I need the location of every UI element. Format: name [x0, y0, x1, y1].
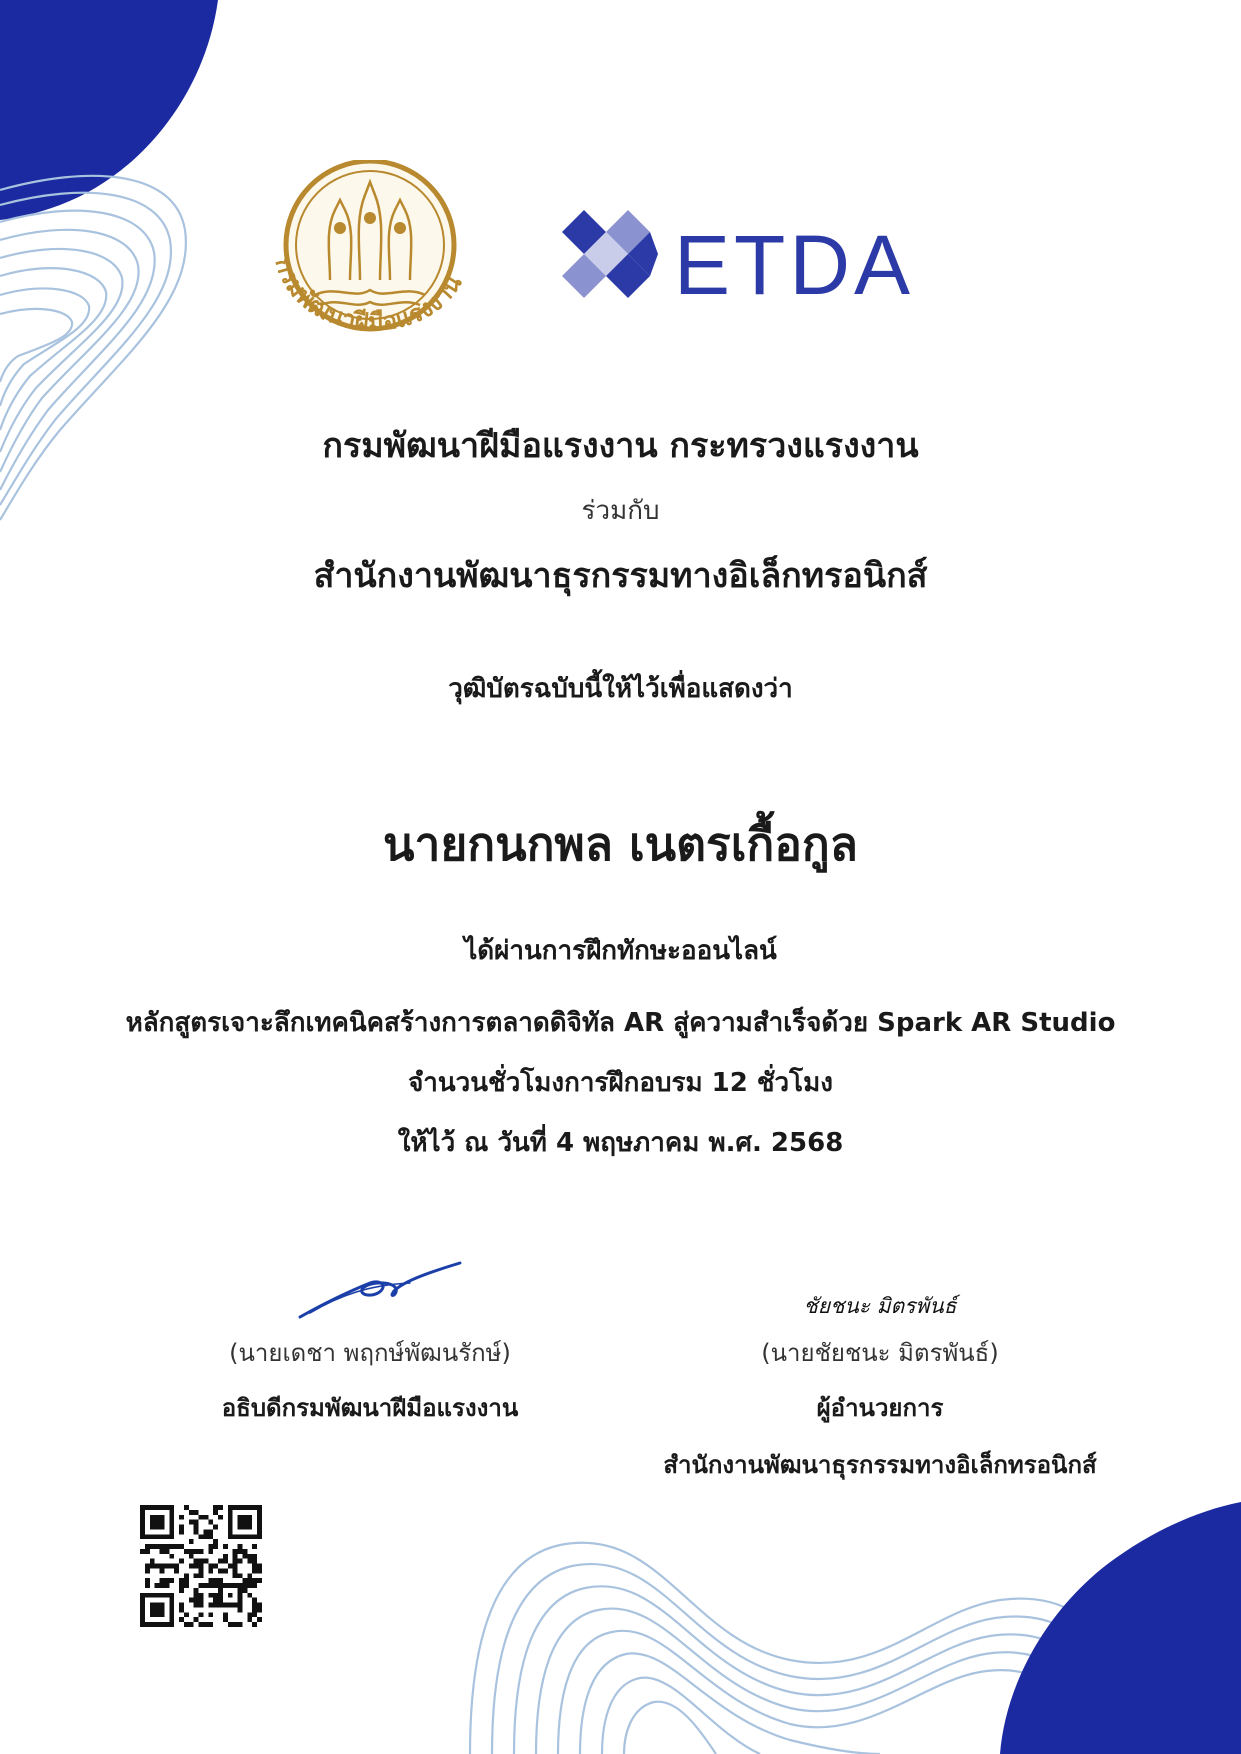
completion-statement: ได้ผ่านการฝึกทักษะออนไลน์: [464, 936, 777, 966]
bottom-right-blob: [1000, 1502, 1241, 1754]
signature-block-right: [620, 1255, 1140, 1484]
signer-organization-right: สำนักงานพัฒนาธุรกรรมทางอิเล็กทรอนิกส์: [663, 1451, 1097, 1479]
certifies-statement: วุฒิบัตรฉบับนี้ให้ไว้เพื่อแสดงว่า: [448, 674, 793, 704]
signature-block-left: [170, 1255, 570, 1427]
top-left-blob: [0, 0, 218, 220]
dsd-seal-icon: [255, 160, 495, 390]
signature-left-icon: [270, 1255, 470, 1325]
partner-organization-title: สำนักงานพัฒนาธุรกรรมทางอิเล็กทรอนิกส์: [313, 556, 928, 596]
issue-date: ให้ไว้ ณ วันที่ 4 พฤษภาคม พ.ศ. 2568: [397, 1128, 844, 1158]
verification-qr-icon[interactable]: [140, 1505, 262, 1627]
signer-title-right: ผู้อำนวยการ: [816, 1394, 944, 1422]
signer-name-left: (นายเดชา พฤกษ์พัฒนรักษ์): [229, 1339, 511, 1367]
training-hours: จำนวนชั่วโมงการฝึกอบรม 12 ชั่วโมง: [408, 1068, 833, 1098]
signature-right-text: ชัยชนะ มิตรพันธ์: [803, 1294, 957, 1318]
in-collaboration-label: ร่วมกับ: [581, 496, 660, 526]
course-title: หลักสูตรเจาะลึกเทคนิคสร้างการตลาดดิจิทัล AR สู่ความสำเร็จด้วย Spark AR Studio: [125, 1008, 1116, 1038]
signature-right-icon: [780, 1255, 980, 1325]
seal-text: กรมพัฒนาฝีมือแรงงาน: [269, 254, 468, 337]
etda-logo-icon: [562, 210, 982, 320]
signer-name-right: (นายชัยชนะ มิตรพันธ์): [761, 1339, 999, 1367]
etda-mark-icon: [562, 210, 658, 298]
recipient-name: นายกนกพล เนตรเกื้อกูล: [383, 817, 858, 871]
signer-title-left: อธิบดีกรมพัฒนาฝีมือแรงงาน: [221, 1394, 519, 1422]
etda-text: ETDA: [674, 218, 915, 312]
organization-title: กรมพัฒนาฝีมือแรงงาน กระทรวงแรงงาน: [322, 426, 919, 466]
